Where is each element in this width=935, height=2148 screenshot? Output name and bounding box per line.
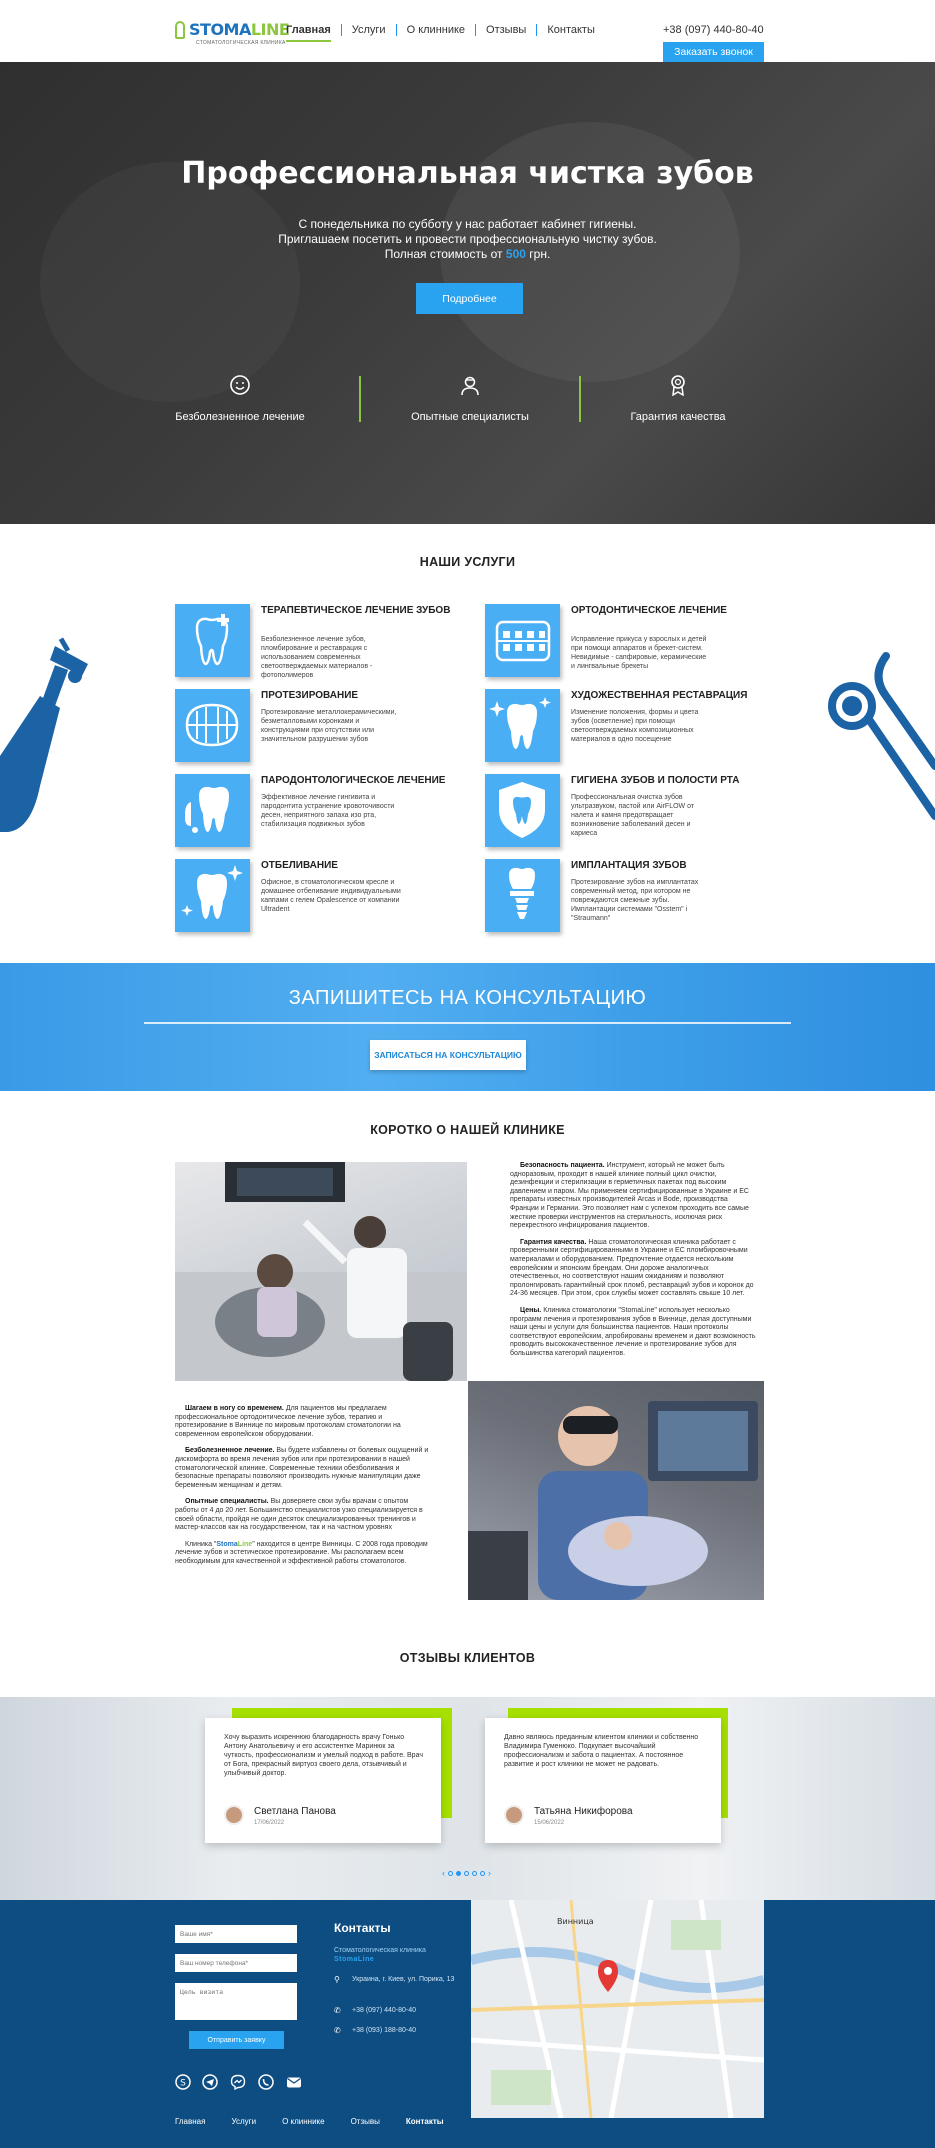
send-request-button[interactable]: Отправить заявку [189, 2031, 284, 2049]
hero-banner [0, 62, 935, 524]
footer-nav-home[interactable]: Главная [175, 2117, 206, 2126]
site-footer [0, 1900, 935, 2148]
hero-more-button[interactable]: Подробнее [416, 283, 523, 314]
clinic-photo-consultation [175, 1162, 467, 1381]
footer-nav-about[interactable]: О клиннике [282, 2117, 325, 2126]
pager-dot-active[interactable] [456, 1871, 461, 1876]
service-card[interactable] [485, 689, 765, 764]
service-name: ПРОТЕЗИРОВАНИЕ [261, 690, 359, 701]
phone-icon: ✆ [334, 2026, 341, 2035]
nav-services[interactable]: Услуги [341, 24, 396, 36]
about-text-right [510, 1162, 757, 1366]
feature-label: Опытные специалисты [411, 411, 529, 423]
brand-name: StomaLine [216, 1540, 253, 1548]
about-paragraph: Гарантия качества. Наша стоматологическая клиника работает с проверенными сертифицированными в Украине и ЕС пломбировочными материалами и оборудованием. Предпочтение отдается нескольким европейским и японским брендам. Они дороже аналогичных отечественных, но соответствуют нашим ожиданиям и позволяют пролонгировать гарантийный срок пломб, реставраций зубов и коронок до 24-36 месяцев. При этом, срок службы может составлять свыше 10 лет. [510, 1238, 754, 1298]
page: STOMALINE СТОМАТОЛОГИЧЕСКАЯ КЛИНИКА Главная Услуги О клиннике Отзывы Контакты +38 (097) 440-80-40 Заказать звонок Профессиональная чистка зубов С понедельника по субботу у нас работает кабинет гигиены. Приглашаем посетить и провести профессиональную чистку зубов. Полная стоимость от 500 грн. Подробнее Безболезненное лечение Опытные специалисты Гарантия качества НАШИ УСЛУГИ ТЕРАПЕВТИЧЕСКОЕ ЛЕЧЕНИЕ ЗУБОВ Безболезненное лечение зубов, пломбирование и реставрация с использованием современных светоотверждаемых материалов - фотополимеров ОРТОДОНТИЧЕСКОЕ ЛЕЧЕНИЕ Исправление прикуса у взрослых и детей при помощи аппаратов и брекет-систем. Невидимые - сапфировые, керамические и лингвальные брекеты ПРОТЕЗИРОВАНИЕ Протезирование металлокерамическими, безметалловыми коронками и конструкциями при отсутствии или значительном разрушении зубов ХУДОЖЕСТВЕННАЯ РЕСТАВРАЦИЯ Изменение положения, формы и цвета зубов (осветление) при помощи светоотверждаемых композиционных материалов в одно посещение ПАРОДОНТОЛОГИЧЕСКОЕ ЛЕЧЕНИЕ Эффективное лечение гингивита и пародонтита устранение кровоточивости десен, неприятного запаха изо рта, стабилизация подвижных зубов ГИГИЕНА ЗУБОВ И ПОЛОСТИ РТА Профессиональная очистка зубов ультразвуком, пастой или AirFLOW от налета и камня предотвращает возникновение заболеваний десен и кариеса ОТБЕЛИВАНИЕ Офисное, в стоматологическом кресле и домашнее отбеливание индивидуальными каппами с гелем Opalescence от компании Ultradent ИМПЛАНТАЦИЯ ЗУБОВ Протезирование зубов на имплантатах современный метод, при котором не повреждаются смежные зубы. Имплантации системами "Osstem" і "Straumann" ЗАПИШИТЕСЬ НА КОНСУЛЬТАЦИЮ ЗАПИСАТЬСЯ НА КОНСУЛЬТАЦИЮ КОРОТКО О НАШЕЙ КЛИНИКЕ Безопасность пациента. Инструмент, который не может быть одноразовым, проходит в нашей клинике полный цикл очистки, дезинфекции и стерилизации в герметичных пакетах под высоким давлением и паром. Мы применяем сертифицированные в Украине и ЕС препараты известных производителей Arcas и Bode, производства Франции и Германии. Это позволяет нам с успехом проходить все самые жесткие проверки инструментов на стерильность, исключая риск перекрестного инфицирования пациентов. Гарантия качества. Наша стоматологическая клиника работает с проверенными сертифицированными в Украине и ЕС пломбировочными материалами и оборудованием. Предпочтение отдается нескольким европейским и японским брендам. Они дороже аналогичных отечественных, но соответствуют нашим ожиданиям и позволяют пролонгировать гарантийный срок пломб, реставраций зубов и коронок до 24-36 месяцев. При этом, срок службы может составлять свыше 10 лет. Цены. Клиника стоматологии "StomaLine" использует несколько программ лечения и протезирования зубов в Виннице, делая доступными наши цены и услуги для большинства пациентов. Наши протоколы соответствуют европейским, апробированы временем и дают возможность проводить высококачественное лечение и протезирование зубов для большинства категорий пациентов. Шагаем в ногу со временем. Для пациентов мы предлагаем профессиональное ортодонтическое лечение зубов, терапию и протезирование в Виннице по мировым протоколам стоматологии на современном европейском оборудовании. Безболезненное лечение. Вы будете избавлены от болевых ощущений и дискомфорта во время лечения зубов или при протезировании в нашей стоматологической клинике. Современные техники обезболивания и безопасные препараты позволяют производить нужные манипуляции даже беременным женщинам и детям. Опытные специалисты. Вы доверяете свои зубы врачам с опытом работы от 4 до 20 лет. Большинство специалистов узко специализируется в своей области, пройдя не один десяток специализированных тренингов и мастер-классов как на государственном, так и на частном уровнях Клиника "StomaLine" находится в центре Винницы. С 2008 года проводим лечение зубов и эстетическое протезирование. Мы располагаем всем необходимым для качественной и эффективной работы стоматологов. ОТЗЫВЫ КЛИЕНТОВ Хочу выразить искреннюю благодарность врачу Гонько Антону Анатольевичу и его ассистентке Маринюк за чуткость, профессионализм и умелый подход в работе. Врач от Бога, прекрасный виртуоз своего дела, отзывчивый и улыбчивый доктор. Светлана Панова 17/06/2022 Давно являюсь преданным клиентом клиники и собственно Владимира Гуменюко. Подкупает высочайший профессионализм и забота о пациентах. А постоянное развитие и рост клиники не может не радовать. Татьяна Никифорова 15/06/2022 ‹ › Ваше имя* Ваш номер телефона* Цель визита Отправить заявку S Контакты Стоматологическая клиника StomaLine ⚲ Украина, г. Киев, ул. Порика, 13 ✆ +38 (097) 440-80-40 ✆ +38 (093) 188-80-40 Винница Главная Услуги О клиннике Отзывы Контакты [0, 0, 935, 2148]
clinic-photo-treatment [468, 1381, 764, 1600]
about-title: КОРОТКО О НАШЕЙ КЛИНИКЕ [370, 1123, 565, 1137]
hero-line: Приглашаем посетить и провести профессиональную чистку зубов. [278, 232, 657, 246]
svg-text:Винница: Винница [557, 1917, 594, 1926]
service-card[interactable] [485, 774, 765, 849]
service-description: Профессиональная очистка зубов ультразвуком, пастой или AirFLOW от налета и камня предотвращает возникновение заболеваний десен и кариеса [571, 794, 695, 837]
prev-arrow-icon[interactable]: ‹ [442, 1868, 445, 1878]
service-description: Изменение положения, формы и цвета зубов (осветление) при помощи светоотверждаемых композиционных материалов в одно посещение [571, 709, 699, 743]
service-name: ГИГИЕНА ЗУБОВ И ПОЛОСТИ РТА [571, 775, 740, 786]
review-author: Татьяна Никифорова [534, 1806, 633, 1817]
contacts-title: Контакты [334, 1921, 391, 1935]
service-name: ОТБЕЛИВАНИЕ [261, 860, 338, 871]
review-text: Давно являюсь преданным клиентом клиники и собственно Владимира Гуменюко. Подкупает высочайший профессионализм и забота о пациентах. А постоянное развитие и рост клиники не может не радовать. [504, 1734, 699, 1768]
dental-mirror-icon [826, 646, 935, 846]
shine-tooth-icon [175, 859, 250, 932]
review-author: Светлана Панова [254, 1806, 336, 1817]
visit-purpose-field[interactable] [175, 1983, 297, 2020]
clinic-name: Стоматологическая клиника StomaLine [334, 1947, 426, 1963]
hero-price: 500 [505, 247, 526, 261]
services-title: НАШИ УСЛУГИ [419, 555, 516, 569]
feature-label: Безболезненное лечение [175, 411, 305, 423]
service-card[interactable] [175, 689, 455, 764]
nav-about[interactable]: О клиннике [396, 24, 475, 36]
service-name: ИМПЛАНТАЦИЯ ЗУБОВ [571, 860, 687, 871]
dental-drill-icon [0, 636, 92, 832]
feature-label: Гарантия качества [630, 411, 726, 423]
award-icon [578, 374, 778, 401]
viber-icon[interactable] [258, 2074, 274, 2090]
service-description: Протезирование металлокерамическими, безметалловыми коронками и конструкциями при отсутствии или значительном разрушении зубов [261, 709, 397, 743]
shield-tooth-icon [485, 774, 560, 847]
telegram-icon[interactable] [202, 2074, 218, 2090]
about-paragraph: Безопасность пациента. Инструмент, который не может быть одноразовым, проходит в нашей клинике полный цикл очистки, дезинфекции и стерилизации в герметичных пакетах под высоким давлением и паром. Мы применяем сертифицированные в Украине и ЕС препараты известных производителей Arcas и Bode, производства Франции и Германии. Это позволяет нам с успехом проходить все самые жесткие проверки инструментов на стерильность, исключая риск перекрестного инфицирования пациентов. [510, 1162, 749, 1230]
about-paragraph: Шагаем в ногу со временем. Для пациентов мы предлагаем профессиональное ортодонтическое лечение зубов, терапию и протезирование в Виннице по мировым протоколам стоматологии на современном европейском оборудовании. [175, 1405, 401, 1438]
name-field[interactable] [175, 1925, 297, 1943]
service-description: Протезирование зубов на имплантатах современный метод, при котором не повреждаются смежные зубы. Имплантации системами "Osstem" і "Straumann" [571, 879, 699, 922]
hero-bg-shape [40, 162, 300, 402]
hero-price-line: Полная стоимость от 500 грн. [384, 247, 551, 261]
location-map[interactable] [471, 1900, 764, 2118]
email-icon[interactable] [286, 2074, 302, 2090]
service-card[interactable] [175, 604, 455, 679]
site-header [0, 0, 935, 62]
svg-text:S: S [180, 2078, 186, 2089]
doctor-icon [370, 374, 570, 401]
service-name: ОРТОДОНТИЧЕСКОЕ ЛЕЧЕНИЕ [571, 605, 727, 616]
logo-tooth-icon [175, 21, 185, 39]
main-nav [286, 24, 605, 36]
phone-icon: ✆ [334, 2006, 341, 2015]
skype-icon[interactable] [175, 2074, 191, 2090]
consultation-button[interactable]: ЗАПИСАТЬСЯ НА КОНСУЛЬТАЦИЮ [370, 1040, 526, 1070]
footer-nav-reviews[interactable]: Отзывы [350, 2117, 380, 2126]
avatar [224, 1805, 244, 1825]
service-name: ТЕРАПЕВТИЧЕСКОЕ ЛЕЧЕНИЕ ЗУБОВ [261, 605, 451, 616]
footer-nav [175, 2117, 444, 2126]
review-card [485, 1718, 721, 1843]
service-name: ХУДОЖЕСТВЕННАЯ РЕСТАВРАЦИЯ [571, 690, 748, 701]
tooth-plus-icon [175, 604, 250, 677]
service-description: Офисное, в стоматологическом кресле и домашнее отбеливание индивидуальными каппами с гелем Opalescence от компании Ultradent [261, 879, 401, 913]
avatar [504, 1805, 524, 1825]
pager-dot[interactable] [448, 1871, 453, 1876]
reviews-title: ОТЗЫВЫ КЛИЕНТОВ [399, 1651, 536, 1665]
next-arrow-icon[interactable]: › [488, 1868, 491, 1878]
pager-dot[interactable] [472, 1871, 477, 1876]
hero-title: Профессиональная чистка зубов [181, 156, 754, 191]
footer-nav-contacts[interactable]: Контакты [405, 2117, 444, 2126]
feature-guarantee [578, 374, 778, 423]
feature-experts [370, 374, 570, 423]
service-description: Эффективное лечение гингивита и пародонтита устранение кровоточивости десен, неприятного запаха изо рта, стабилизация подвижных зубов [261, 794, 395, 828]
feature-divider [359, 376, 361, 422]
consultation-banner [0, 963, 935, 1091]
nav-home[interactable]: Главная [286, 24, 341, 36]
service-description: Безболезненное лечение зубов, пломбирование и реставрация с использованием современных светоотверждаемых материалов - фотополимеров [261, 636, 373, 679]
feature-painless [140, 374, 340, 423]
nav-contacts[interactable]: Контакты [536, 24, 605, 36]
about-paragraph: Безболезненное лечение. Вы будете избавлены от болевых ощущений и дискомфорта во время лечения зубов или при протезировании в нашей стоматологической клинике. Современные техники обезболивания и безопасные препараты позволяют производить нужные манипуляции даже беременным женщинам и детям. [175, 1447, 429, 1489]
about-paragraph: Клиника "StomaLine" находится в центре Винницы. С 2008 года проводим лечение зубов и эстетическое протезирование. Мы располагаем всем необходимым для качественной и эффективной работы стоматологов. [175, 1540, 428, 1565]
logo-subtitle: СТОМАТОЛОГИЧЕСКАЯ КЛИНИКА [196, 40, 286, 46]
phone-field[interactable] [175, 1954, 297, 1972]
about-text-left [175, 1405, 433, 1575]
messenger-icon[interactable] [230, 2074, 246, 2090]
service-card[interactable] [485, 604, 765, 679]
about-paragraph: Опытные специалисты. Вы доверяете свои зубы врачам с опытом работы от 4 до 20 лет. Большинство специалистов узко специализируется в своей области, пройдя не один десяток специализированных тренингов и мастер-классов как на государственном, так и на частном уровнях [175, 1498, 423, 1532]
implant-icon [485, 859, 560, 932]
service-card[interactable] [175, 859, 455, 934]
review-text: Хочу выразить искреннюю благодарность врачу Гонько Антону Анатольевичу и его ассистентке Маринюк за чуткость, профессионализм и умелый подход в работе. Врач от Бога, прекрасный виртуоз своего дела, отзывчивый и улыбчивый доктор. [224, 1734, 423, 1777]
smile-icon [140, 374, 340, 401]
location-pin-icon: ⚲ [334, 1975, 340, 1984]
pager-dot[interactable] [464, 1871, 469, 1876]
reviews-pagination [442, 1868, 491, 1878]
review-date: 15/06/2022 [534, 1820, 565, 1826]
consultation-title: ЗАПИШИТЕСЬ НА КОНСУЛЬТАЦИЮ [288, 987, 647, 1009]
call-request-button[interactable]: Заказать звонок [663, 42, 764, 62]
nav-reviews[interactable]: Отзывы [475, 24, 536, 36]
hero-line: С понедельника по субботу у нас работает кабинет гигиены. [298, 217, 637, 231]
denture-icon [175, 689, 250, 762]
header-phone[interactable]: +38 (097) 440-80-40 [663, 24, 764, 36]
consultation-divider [144, 1022, 791, 1024]
hero-description [0, 217, 935, 262]
logo-text: STOMALINE [189, 20, 290, 39]
sparkle-tooth-icon [485, 689, 560, 762]
about-paragraph: Цены. Клиника стоматологии "StomaLine" использует несколько программ лечения и протезирования зубов в Виннице, делая доступными наши цены и услуги для большинства пациентов. Наши протоколы соответствуют европейским, апробированы временем и дают возможность проводить высококачественное лечение и протезирование зубов для большинства категорий пациентов. [510, 1306, 756, 1357]
gum-tooth-icon [175, 774, 250, 847]
service-description: Исправление прикуса у взрослых и детей при помощи аппаратов и брекет-систем. Невидимые - сапфировые, керамические и лингвальные брекеты [571, 636, 707, 670]
service-card[interactable] [175, 774, 455, 849]
review-date: 17/06/2022 [254, 1820, 285, 1826]
braces-icon [485, 604, 560, 677]
service-card[interactable] [485, 859, 765, 934]
pager-dot[interactable] [480, 1871, 485, 1876]
service-name: ПАРОДОНТОЛОГИЧЕСКОЕ ЛЕЧЕНИЕ [261, 775, 446, 786]
review-card [205, 1718, 441, 1843]
footer-nav-services[interactable]: Услуги [231, 2117, 257, 2126]
logo[interactable] [175, 20, 289, 39]
